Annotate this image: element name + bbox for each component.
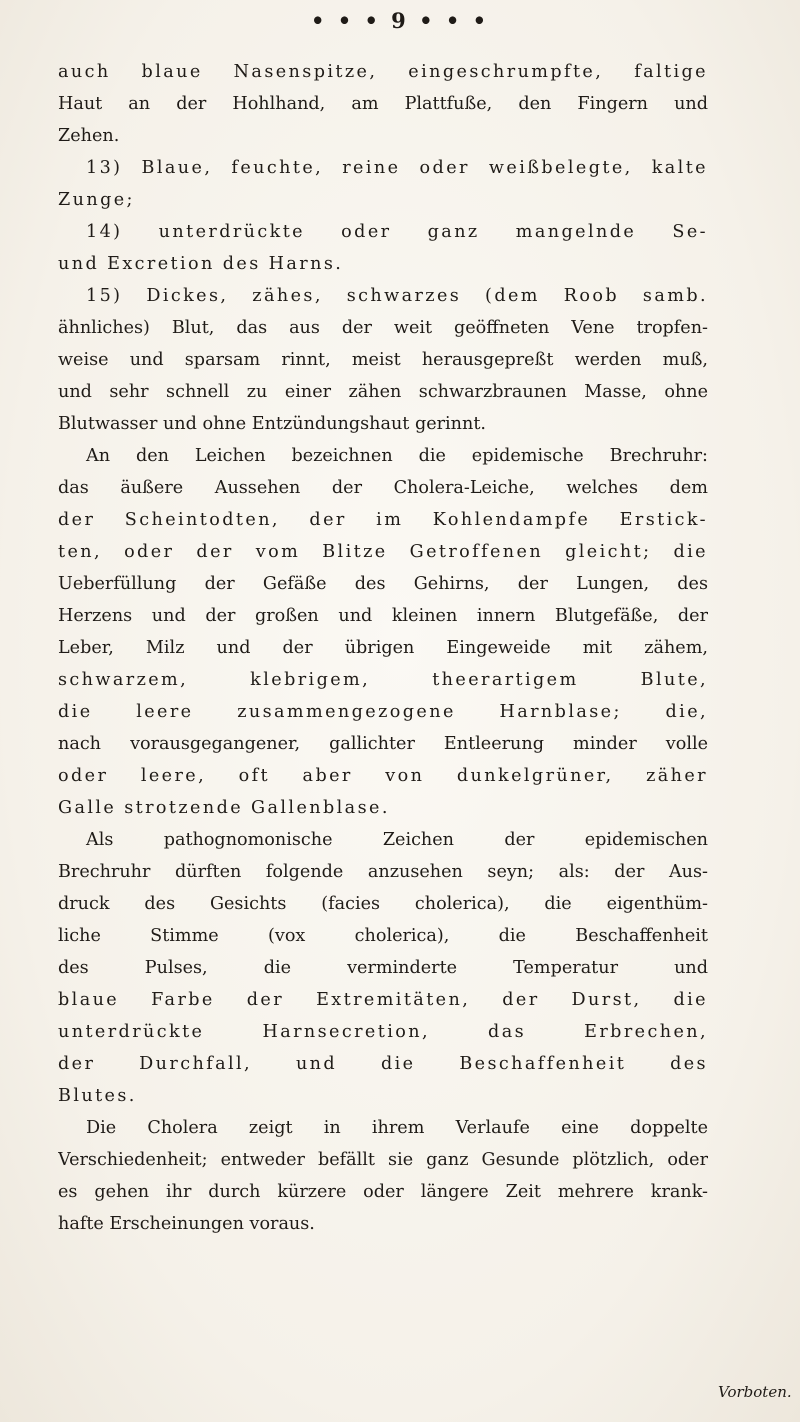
text-line: es gehen ihr durch kürzere oder längere Zeit mehrere krank- <box>58 1182 708 1202</box>
text-line: 13) Blaue, feuchte, reine oder weißbelegte, kalte <box>86 158 708 178</box>
text-line: Zunge; <box>58 190 135 210</box>
text-line: der Durchfall, und die Beschaffenheit des <box>58 1054 708 1074</box>
text-line: Galle strotzende Gallenblase. <box>58 798 390 818</box>
text-line: der Scheintodten, der im Kohlendampfe Erstick- <box>58 510 708 530</box>
text-line: weise und sparsam rinnt, meist herausgepreßt werden muß, <box>58 350 708 370</box>
text-line: druck des Gesichts (facies cholerica), die eigenthüm- <box>58 894 708 914</box>
text-line: Brechruhr dürften folgende anzusehen seyn; als: der Aus- <box>58 862 708 882</box>
text-line: schwarzem, klebrigem, theerartigem Blute, <box>58 670 708 690</box>
text-line: Als pathognomonische Zeichen der epidemischen <box>86 830 708 850</box>
text-line: Zehen. <box>58 126 120 146</box>
text-line: Leber, Milz und der übrigen Eingeweide mit zähem, <box>58 638 708 658</box>
text-line: des Pulses, die verminderte Temperatur und <box>58 958 708 978</box>
text-line: liche Stimme (vox cholerica), die Beschaffenheit <box>58 926 708 946</box>
text-line: 15) Dickes, zähes, schwarzes (dem Roob samb. <box>86 286 708 306</box>
text-line: und Excretion des Harns. <box>58 254 344 274</box>
text-line: und sehr schnell zu einer zähen schwarzbraunen Masse, ohne <box>58 382 708 402</box>
text-line: oder leere, oft aber von dunkelgrüner, zäher <box>58 766 708 786</box>
text-line: auch blaue Nasenspitze, eingeschrumpfte, faltige <box>58 62 708 82</box>
text-line: Die Cholera zeigt in ihrem Verlaufe eine doppelte <box>86 1118 708 1138</box>
page-number: • • • 9 • • • <box>310 8 489 33</box>
margin-note: Vorboten. <box>718 1383 792 1401</box>
body-text <box>58 56 708 1240</box>
text-line: die leere zusammengezogene Harnblase; die, <box>58 702 708 722</box>
text-line: nach vorausgegangener, gallichter Entleerung minder volle <box>58 734 708 754</box>
text-line: 14) unterdrückte oder ganz mangelnde Se- <box>86 222 708 242</box>
text-line: Herzens und der großen und kleinen innern Blutgefäße, der <box>58 606 708 626</box>
text-line: ähnliches) Blut, das aus der weit geöffneten Vene tropfen- <box>58 318 708 338</box>
text-line: blaue Farbe der Extremitäten, der Durst, die <box>58 990 708 1010</box>
text-line: Blutwasser und ohne Entzündungshaut gerinnt. <box>58 414 486 434</box>
text-line: unterdrückte Harnsecretion, das Erbrechen, <box>58 1022 708 1042</box>
text-line: Haut an der Hohlhand, am Plattfuße, den Fingern und <box>58 94 708 114</box>
text-line: hafte Erscheinungen voraus. <box>58 1214 315 1234</box>
text-line: An den Leichen bezeichnen die epidemische Brechruhr: <box>86 446 708 466</box>
text-line: das äußere Aussehen der Cholera-Leiche, welches dem <box>58 478 708 498</box>
text-line: Ueberfüllung der Gefäße des Gehirns, der Lungen, des <box>58 574 708 594</box>
text-line: Verschiedenheit; entweder befällt sie ganz Gesunde plötzlich, oder <box>58 1150 708 1170</box>
text-line: ten, oder der vom Blitze Getroffenen gleicht; die <box>58 542 708 562</box>
text-line: Blutes. <box>58 1086 137 1106</box>
